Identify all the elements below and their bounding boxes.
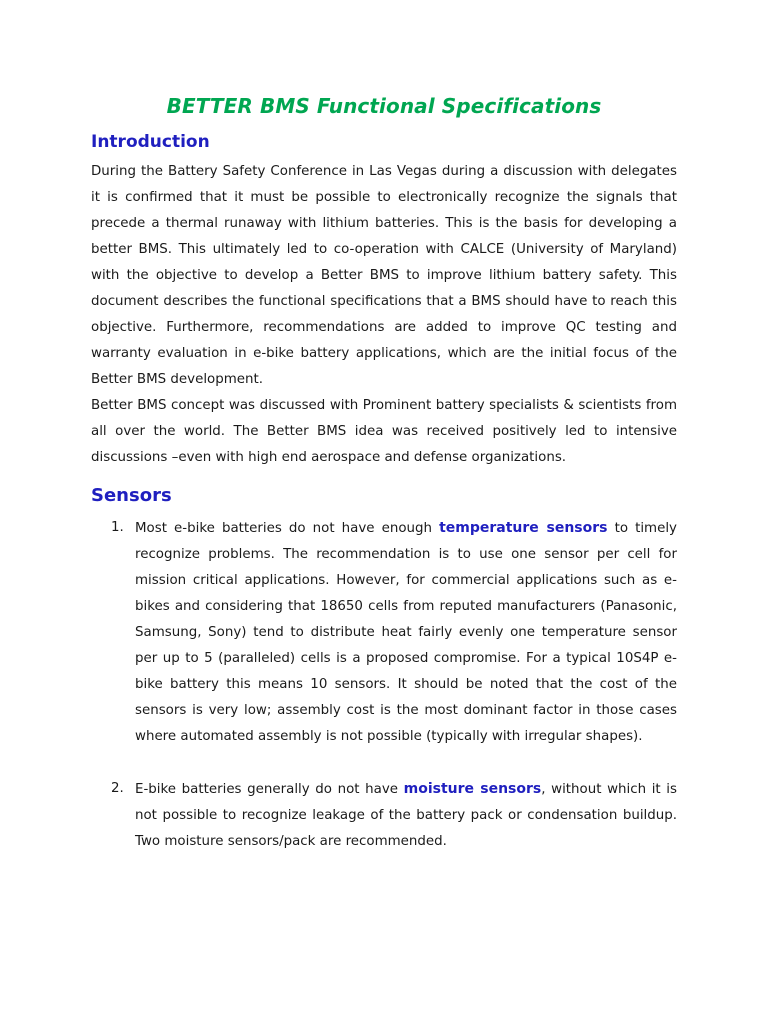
sensors-section	[91, 483, 677, 855]
introduction-heading: Introduction	[91, 132, 210, 152]
list-item-number: 1.	[111, 520, 124, 535]
list-item	[91, 776, 677, 855]
highlight-term: temperature sensors	[439, 520, 608, 536]
list-item-text: , without which it is not possible to recognize leakage of the battery pack or condensation buildup. Two moisture sensors/pack are recommended.	[135, 782, 677, 849]
highlight-term: moisture sensors	[403, 781, 542, 797]
document-title: BETTER BMS Functional Specifications	[166, 94, 602, 118]
list-item-number: 2.	[111, 781, 124, 796]
introduction-paragraph-2: Better BMS concept was discussed with Prominent battery specialists & scientists from all over the world. The Better BMS idea was received positively led to intensive discussions –even with high end aerospace and defense organizations.	[91, 398, 677, 465]
sensors-heading: Sensors	[91, 485, 172, 506]
sensor-list	[91, 515, 677, 855]
list-item-text: Most e-bike batteries do not have enough	[135, 521, 440, 536]
list-item	[91, 515, 677, 750]
introduction-paragraph-1: During the Battery Safety Conference in Las Vegas during a discussion with delegates it is confirmed that it must be possible to electronically recognize the signals that precede a thermal runaway with lithium batteries. This is the basis for developing a better BMS. This ultimately led to co-operation with CALCE (University of Maryland) with the objective to develop a Better BMS to improve lithium battery safety. This document describes the functional specifications that a BMS should have to reach this objective. Furthermore, recommendations are added to improve QC testing and warranty evaluation in e-bike battery applications, which are the initial focus of the Better BMS development.	[91, 164, 677, 387]
introduction-section	[91, 130, 677, 471]
list-item-text: E-bike batteries generally do not have	[135, 782, 404, 797]
list-item-text: to timely recognize problems. The recommendation is to use one sensor per cell for mission critical applications. However, for commercial applications such as e-bikes and considering that 18650 cells from reputed manufacturers (Panasonic, Samsung, Sony) tend to distribute heat fairly evenly one temperature sensor per up to 5 (paralleled) cells is a proposed compromise. For a typical 10S4P e-bike battery this means 10 sensors. It should be noted that the cost of the sensors is very low; assembly cost is the most dominant factor in those cases where automated assembly is not possible (typically with irregular shapes).	[135, 521, 677, 744]
